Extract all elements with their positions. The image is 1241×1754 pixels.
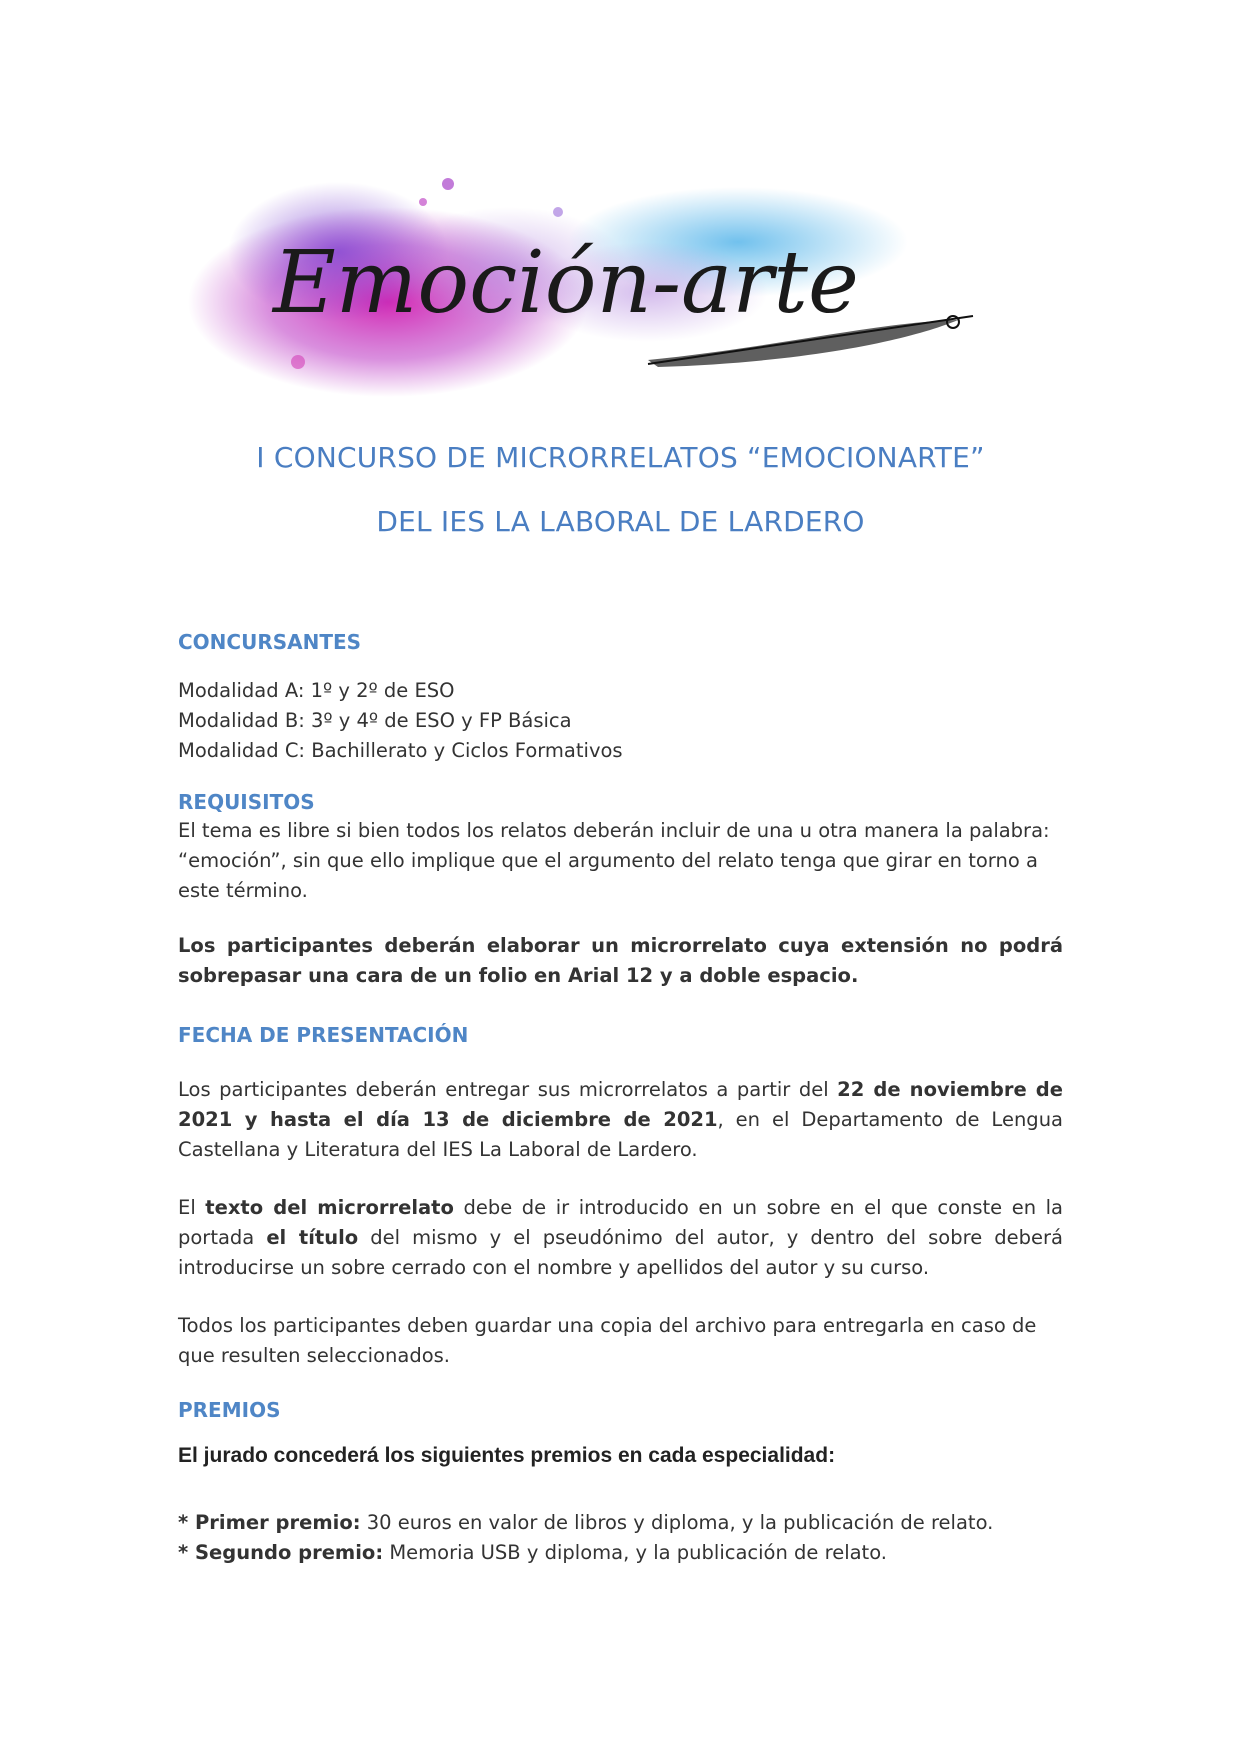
heading-fecha: FECHA DE PRESENTACIÓN [178,1023,469,1047]
fecha-paragraph-1: Los participantes deberán entregar sus microrrelatos a partir del 22 de noviembre de 2021 y hasta el día 13 de diciembre de 2021, en el Departamento de Lengua Castellana y Literatura del IES La Laboral de Lardero. [178,1078,1063,1161]
emocion-arte-logo [178,172,1063,397]
requisitos-paragraph-2: Los participantes deberán elaborar un microrrelato cuya extensión no podrá sobrepasar una cara de un folio en Arial 12 y a doble espacio. [178,934,1063,987]
modalidad-a: Modalidad A: 1º y 2º de ESO [178,679,455,702]
heading-premios: PREMIOS [178,1398,281,1422]
premios-intro: El jurado concederá los siguientes premios en cada especialidad: [178,1444,836,1467]
heading-requisitos: REQUISITOS [178,790,315,814]
premio-primero: * Primer premio: 30 euros en valor de libros y diploma, y la publicación de relato. [178,1511,994,1534]
fecha-paragraph-3: Todos los participantes deben guardar una copia del archivo para entregarla en caso de que resulten seleccionados. [178,1314,1037,1367]
modalidad-c: Modalidad C: Bachillerato y Ciclos Formativos [178,739,623,762]
modalidad-b: Modalidad B: 3º y 4º de ESO y FP Básica [178,709,572,732]
heading-concursantes: CONCURSANTES [178,630,362,654]
requisitos-paragraph-1: El tema es libre si bien todos los relatos deberán incluir de una u otra manera la palabra: “emoción”, sin que ello implique que el argumento del relato tenga que girar en torno a este término. [178,819,1050,902]
modalidades-list [178,676,1063,766]
logo-text: Emoción-arte [273,233,859,333]
premio-segundo: * Segundo premio: Memoria USB y diploma, y la publicación de relato. [178,1541,887,1564]
fecha-paragraph-2: El texto del microrrelato debe de ir introducido en un sobre en el que conste en la portada el título del mismo y el pseudónimo del autor, y dentro del sobre deberá introducirse un sobre cerrado con el nombre y apellidos del autor y su curso. [178,1196,1063,1279]
title-line-1: I CONCURSO DE MICRORRELATOS “EMOCIONARTE” [256,441,985,474]
title-line-2: DEL IES LA LABORAL DE LARDERO [376,505,865,538]
